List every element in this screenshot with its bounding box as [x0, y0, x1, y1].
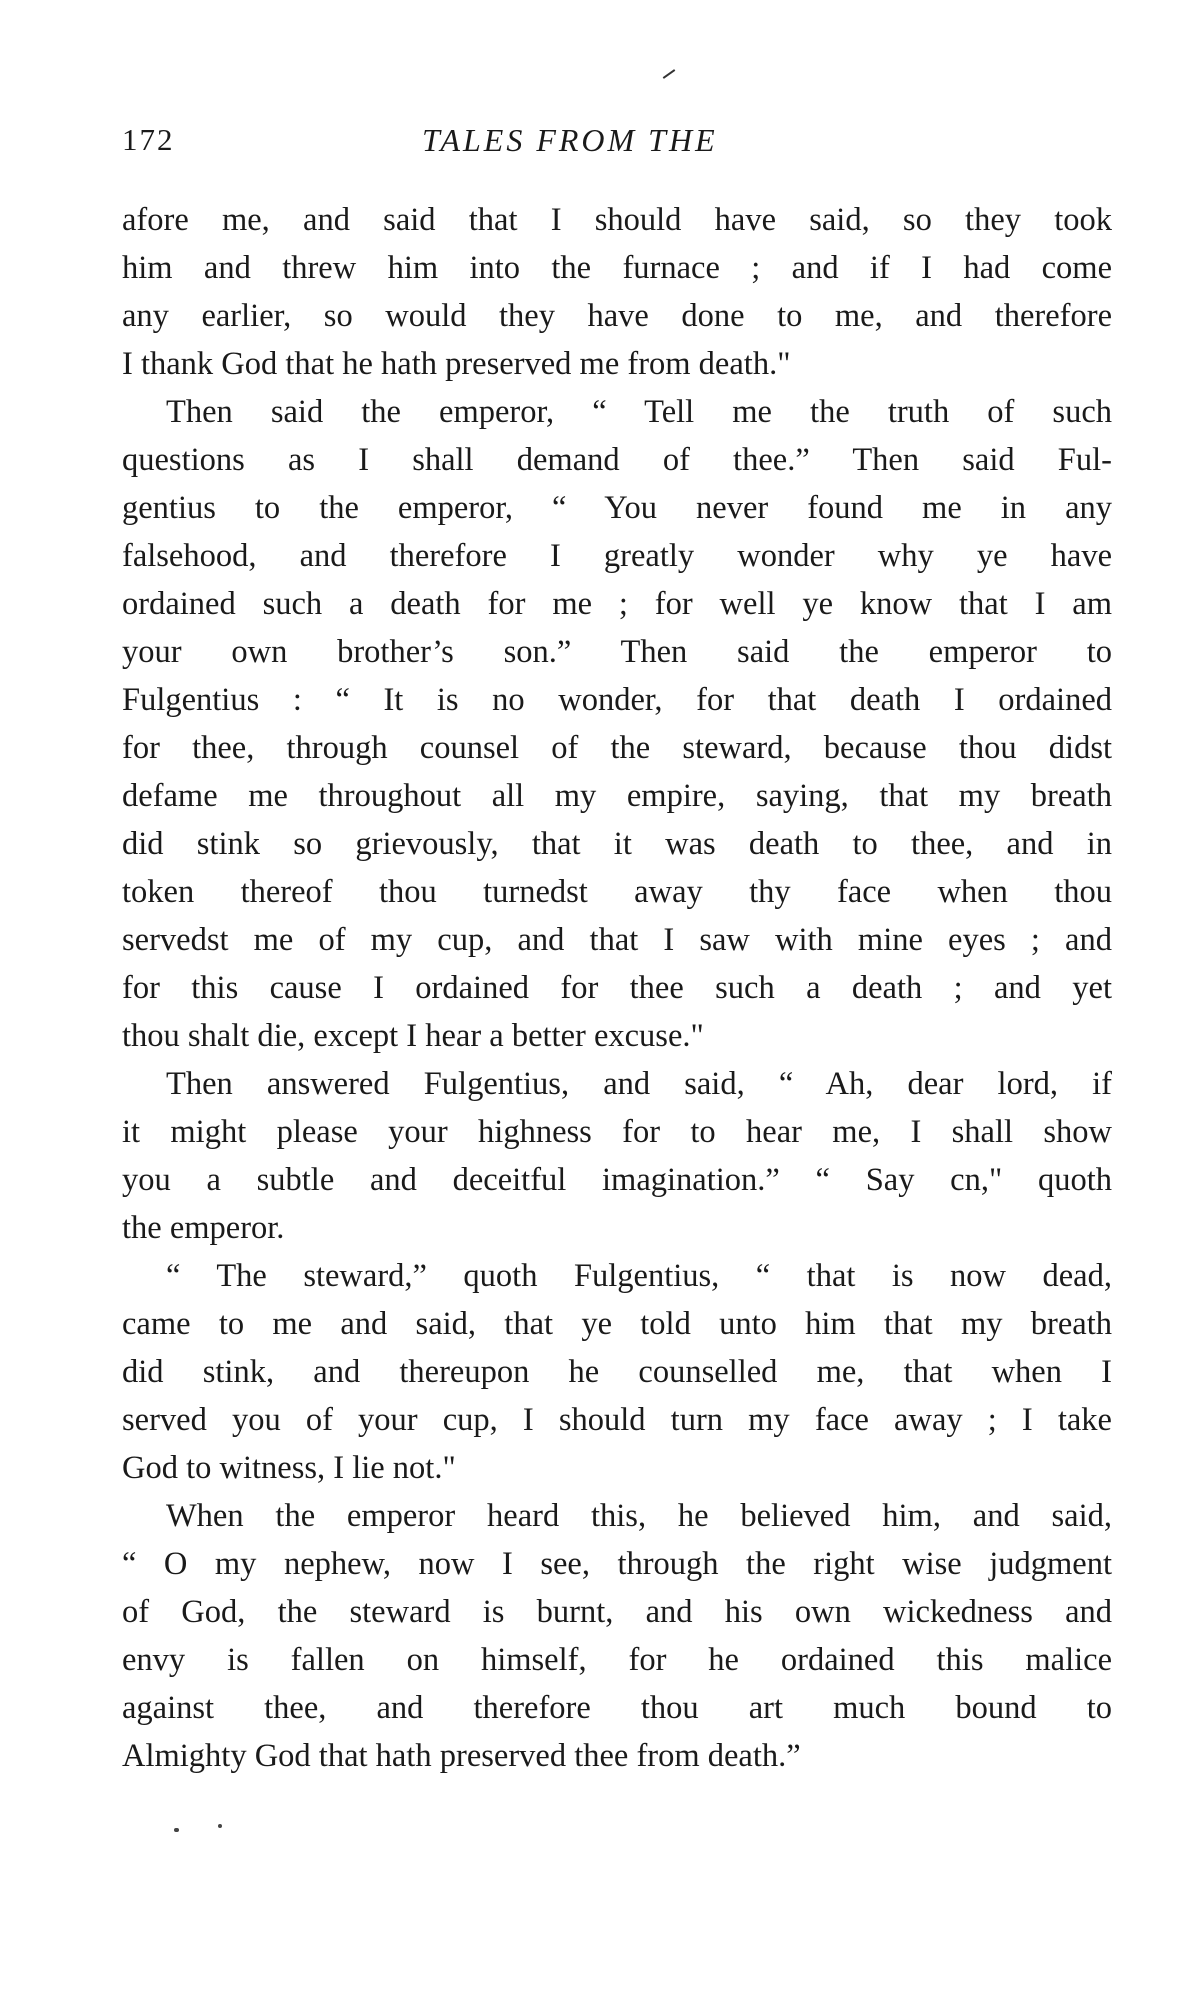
text-line: Then answered Fulgentius, and said, “ Ah, dear lord, if [166, 1066, 1112, 1102]
text-line: When the emperor heard this, he believed him, and said, [166, 1498, 1112, 1534]
text-line: did stink, and thereupon he counselled me, that when I [122, 1354, 1112, 1390]
text-line: Fulgentius : “ It is no wonder, for that death I ordained [122, 682, 1112, 718]
text-line: him and threw him into the furnace ; and if I had come [122, 250, 1112, 286]
text-line: you a subtle and deceitful imagination.” “ Say cn," quoth [122, 1162, 1112, 1198]
text-line: did stink so grievously, that it was death to thee, and in [122, 826, 1112, 862]
text-line: afore me, and said that I should have said, so they took [122, 202, 1112, 238]
text-line: of God, the steward is burnt, and his own wickedness and [122, 1594, 1112, 1630]
text-line: questions as I shall demand of thee.” Then said Ful- [122, 442, 1112, 478]
text-line: “ O my nephew, now I see, through the right wise judgment [122, 1546, 1112, 1582]
page-header [122, 122, 1122, 166]
text-line: defame me throughout all my empire, saying, that my breath [122, 778, 1112, 814]
text-line: ordained such a death for me ; for well ye know that I am [122, 586, 1112, 622]
text-line: Almighty God that hath preserved thee from death.” [122, 1738, 801, 1774]
printer-mark [660, 68, 676, 80]
body-text [122, 196, 1112, 1780]
text-line: came to me and said, that ye told unto him that my breath [122, 1306, 1112, 1342]
text-line: Then said the emperor, “ Tell me the truth of such [166, 394, 1112, 430]
text-line: the emperor. [122, 1210, 285, 1246]
text-line: for this cause I ordained for thee such a death ; and yet [122, 970, 1112, 1006]
text-line: I thank God that he hath preserved me from death." [122, 346, 791, 382]
text-line: gentius to the emperor, “ You never found me in any [122, 490, 1112, 526]
page-number: 172 [122, 122, 175, 157]
text-line: God to witness, I lie not." [122, 1450, 456, 1486]
text-line: “ The steward,” quoth Fulgentius, “ that is now dead, [166, 1258, 1112, 1294]
text-line: your own brother’s son.” Then said the emperor to [122, 634, 1112, 670]
text-line: envy is fallen on himself, for he ordained this malice [122, 1642, 1112, 1678]
printer-mark-bottom [160, 1822, 240, 1836]
text-line: for thee, through counsel of the steward, because thou didst [122, 730, 1112, 766]
text-line: token thereof thou turnedst away thy face when thou [122, 874, 1112, 910]
running-title: TALES FROM THE [422, 122, 718, 158]
text-line: served you of your cup, I should turn my face away ; I take [122, 1402, 1112, 1438]
text-line: servedst me of my cup, and that I saw with mine eyes ; and [122, 922, 1112, 958]
text-line: falsehood, and therefore I greatly wonder why ye have [122, 538, 1112, 574]
text-line: any earlier, so would they have done to me, and therefore [122, 298, 1112, 334]
text-line: against thee, and therefore thou art much bound to [122, 1690, 1112, 1726]
text-line: thou shalt die, except I hear a better excuse." [122, 1018, 704, 1054]
text-line: it might please your highness for to hear me, I shall show [122, 1114, 1112, 1150]
